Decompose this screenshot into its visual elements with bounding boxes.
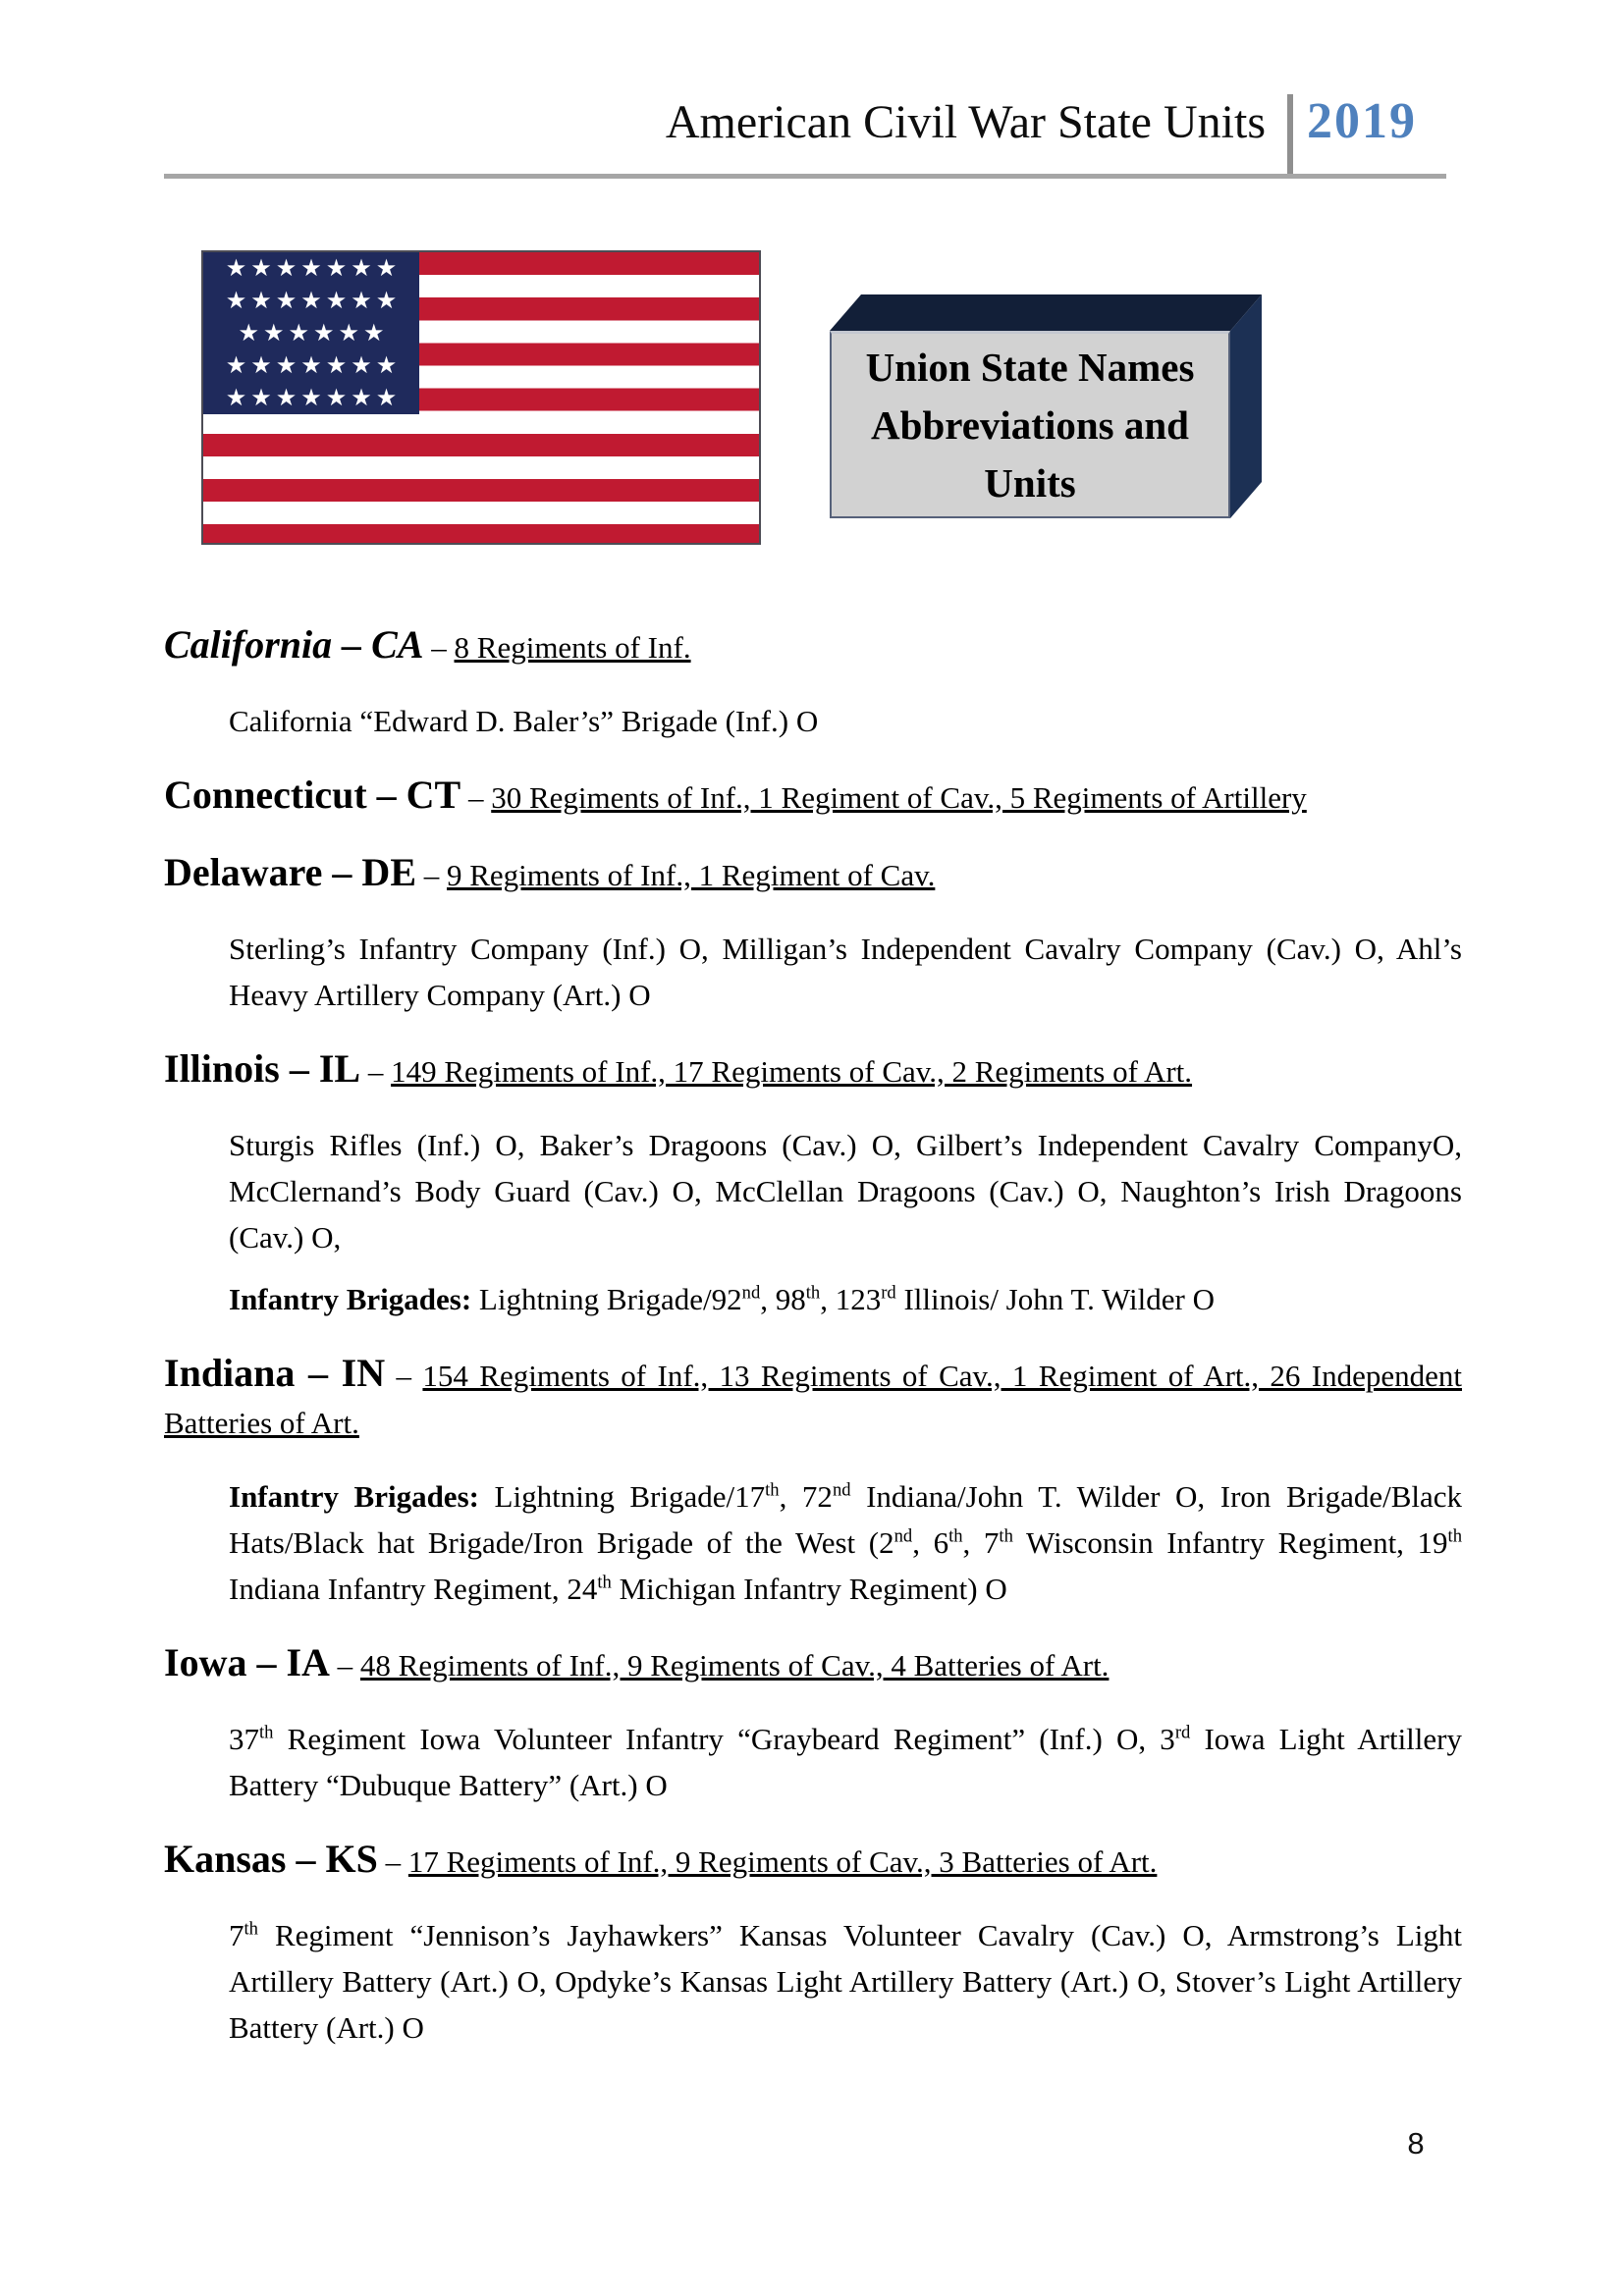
unit-text: Sturgis Rifles (Inf.) O, Baker’s Dragoons (Cav.) O, Gilbert’s Independent Cavalry CompanyO, McClernand’s Body Guard (Cav.) O, McClellan Dragoons (Cav.) O, Naughton’s Irish Dragoons (Cav.) O, — [229, 1128, 1462, 1255]
unit-list-paragraph — [229, 1276, 1462, 1322]
unit-text: Illinois/ John T. Wilder O — [895, 1282, 1215, 1316]
ordinal-suffix: th — [1447, 1525, 1463, 1547]
state-heading — [164, 1045, 1462, 1095]
heading-separator: – — [416, 858, 447, 892]
unit-label-bold: Infantry Brigades: — [229, 1479, 479, 1514]
callout-front-face — [830, 331, 1230, 518]
unit-text: , 123 — [820, 1282, 882, 1316]
state-heading — [164, 1350, 1462, 1447]
state-name: Delaware – DE — [164, 850, 416, 894]
heading-separator: – — [377, 1844, 408, 1879]
flag-star-row: ★★★★★★★ — [225, 254, 402, 282]
state-units-summary: 149 Regiments of Inf., 17 Regiments of Cav., 2 Regiments of Art. — [391, 1054, 1193, 1089]
sections — [164, 594, 1462, 2066]
unit-text: Indiana/John T. Wilder O, Iron Brigade/Black Hats/Black hat Brigade/Iron Brigade of the West (2 — [229, 1479, 1463, 1560]
heading-separator: – — [385, 1359, 423, 1393]
state-name: Kansas – KS — [164, 1837, 378, 1881]
unit-list-paragraph — [229, 926, 1462, 1018]
ordinal-suffix: nd — [741, 1282, 761, 1304]
unit-list-paragraph — [229, 1912, 1462, 2051]
unit-text: Lightning Brigade/92 — [471, 1282, 742, 1316]
state-units-summary: 48 Regiments of Inf., 9 Regiments of Cav., 4 Batteries of Art. — [359, 1648, 1110, 1682]
state-heading — [164, 849, 1462, 899]
unit-text: , 98 — [760, 1282, 806, 1316]
unit-text: Indiana Infantry Regiment, 24 — [229, 1572, 598, 1606]
unit-text: 7 — [229, 1918, 244, 1952]
unit-text: Sterling’s Infantry Company (Inf.) O, Milligan’s Independent Cavalry Company (Cav.) O, Ahl’s Heavy Artillery Company (Art.) O — [229, 932, 1462, 1012]
state-heading — [164, 772, 1462, 822]
state-name: Connecticut – CT — [164, 773, 461, 817]
ordinal-suffix: th — [948, 1525, 963, 1547]
heading-separator: – — [423, 630, 455, 665]
flag-star-row: ★★★★★★ — [238, 319, 389, 347]
ordinal-suffix: rd — [881, 1282, 896, 1304]
unit-list-paragraph — [229, 1716, 1462, 1808]
unit-list-paragraph — [229, 1473, 1462, 1612]
state-units-summary: 154 Regiments of Inf., 13 Regiments of Cav., 1 Regiment of Art., 26 Independent Batteries of Art. — [164, 1359, 1462, 1440]
state-heading — [164, 1639, 1462, 1689]
ordinal-suffix: th — [765, 1479, 780, 1501]
page-title: American Civil War State Units — [665, 96, 1266, 148]
unit-text: , 72 — [779, 1479, 833, 1514]
ordinal-suffix: th — [999, 1525, 1013, 1547]
state-units-summary: 17 Regiments of Inf., 9 Regiments of Cav., 3 Batteries of Art. — [407, 1844, 1158, 1879]
state-name: California – CA — [164, 622, 424, 667]
callout-line: Union State Names — [865, 344, 1195, 390]
unit-text: Regiment “Jennison’s Jayhawkers” Kansas Volunteer Cavalry (Cav.) O, Armstrong’s Light Artillery Battery (Art.) O, Opdyke’s Kansas Light Artillery Battery (Art.) O, Stover’s Light Artillery Battery (Art.) O — [229, 1918, 1462, 2045]
flag-star-row: ★★★★★★★ — [225, 351, 402, 379]
unit-text: California “Edward D. Baler’s” Brigade (Inf.) O — [229, 704, 819, 738]
unit-text: Lightning Brigade/17 — [478, 1479, 766, 1514]
ordinal-suffix: rd — [1174, 1722, 1191, 1743]
heading-separator: – — [460, 780, 492, 815]
unit-text: 37 — [229, 1722, 259, 1756]
callout-line: Units — [984, 459, 1076, 506]
header-year: 2019 — [1307, 93, 1417, 149]
page-number: 8 — [1407, 2126, 1425, 2161]
ordinal-suffix: th — [259, 1722, 274, 1743]
page-header — [666, 94, 1417, 174]
heading-separator: – — [329, 1648, 360, 1682]
ordinal-suffix: th — [597, 1572, 612, 1593]
callout-top-face — [830, 294, 1262, 331]
callout-box-3d — [830, 294, 1262, 518]
ordinal-suffix: th — [805, 1282, 821, 1304]
state-heading — [164, 1836, 1462, 1886]
state-name: Indiana – IN — [164, 1351, 386, 1395]
flag-star-row: ★★★★★★★ — [225, 384, 402, 411]
state-units-summary: 8 Regiments of Inf. — [454, 630, 691, 665]
unit-label-bold: Infantry Brigades: — [229, 1282, 472, 1316]
state-heading — [164, 621, 1462, 671]
unit-text: Iowa Light Artillery Battery “Dubuque Battery” (Art.) O — [229, 1722, 1462, 1802]
ordinal-suffix: nd — [893, 1525, 913, 1547]
flag-canton — [203, 252, 419, 414]
state-name: Illinois – IL — [164, 1046, 361, 1091]
us-flag-image — [201, 250, 761, 545]
state-name: Iowa – IA — [164, 1640, 330, 1684]
callout-line: Abbreviations and — [871, 401, 1189, 448]
unit-text: Regiment Iowa Volunteer Infantry “Graybeard Regiment” (Inf.) O, 3 — [273, 1722, 1175, 1756]
unit-list-paragraph — [229, 698, 1462, 744]
flag-star-row: ★★★★★★★ — [225, 287, 402, 314]
ordinal-suffix: nd — [832, 1479, 851, 1501]
header-rule — [164, 174, 1446, 179]
unit-text: Wisconsin Infantry Regiment, 19 — [1012, 1525, 1448, 1560]
unit-list-paragraph — [229, 1122, 1462, 1260]
heading-separator: – — [360, 1054, 392, 1089]
header-divider — [1287, 94, 1293, 174]
unit-text: Michigan Infantry Regiment) O — [611, 1572, 1007, 1606]
state-units-summary: 9 Regiments of Inf., 1 Regiment of Cav. — [447, 858, 936, 892]
state-units-summary: 30 Regiments of Inf., 1 Regiment of Cav., 5 Regiments of Artillery — [491, 780, 1307, 815]
ordinal-suffix: th — [244, 1918, 258, 1940]
unit-text: , 6 — [912, 1525, 949, 1560]
unit-text: , 7 — [962, 1525, 1000, 1560]
